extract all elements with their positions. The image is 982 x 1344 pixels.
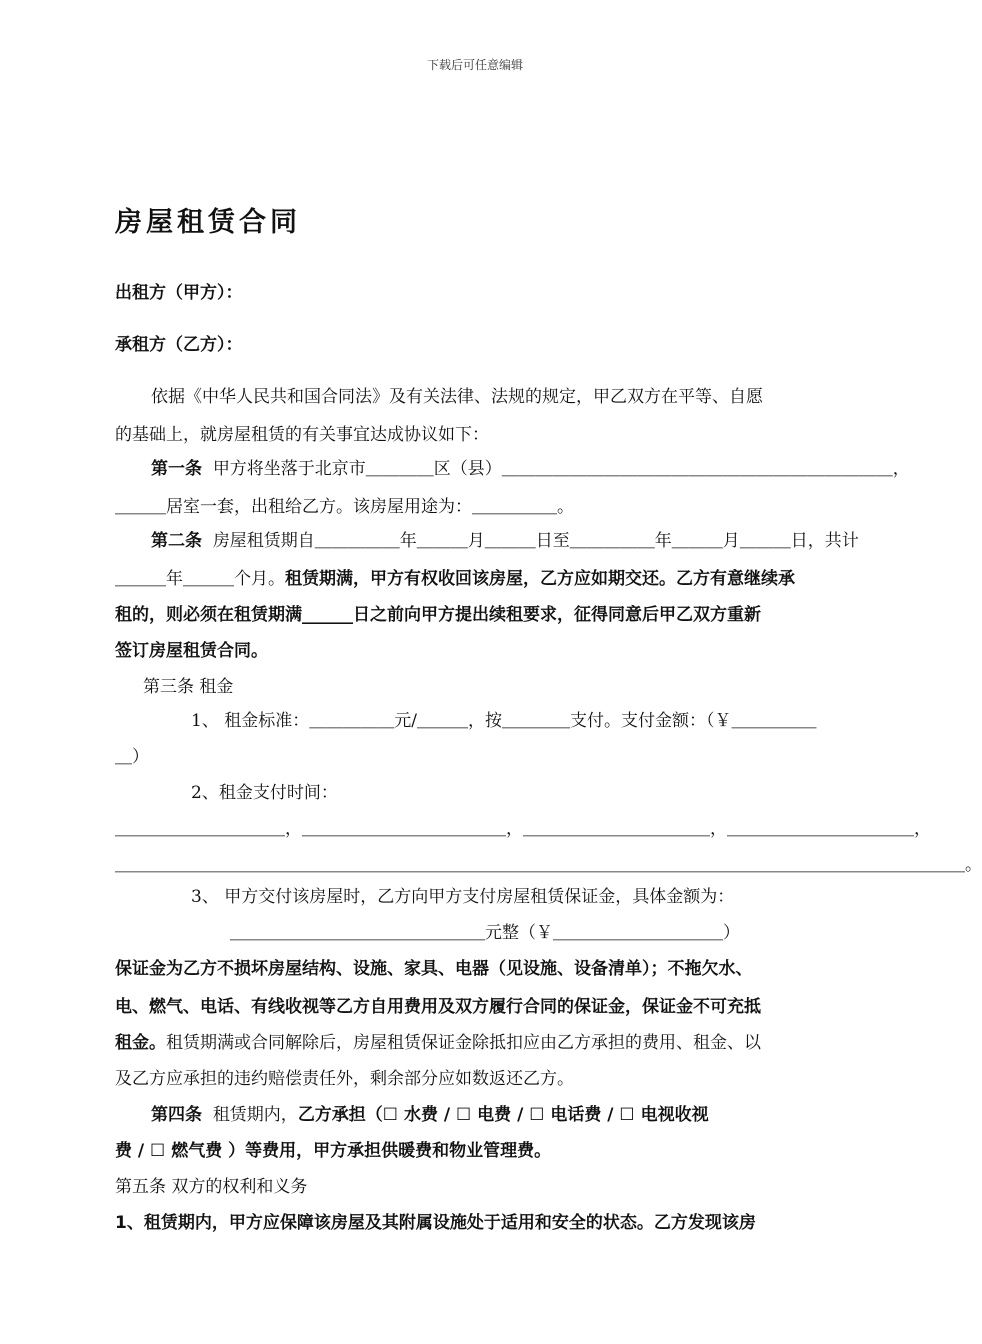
article-4-line-1 — [115, 1104, 843, 1126]
article-3-item-1: 1、 租金标准：＿＿＿＿＿元/＿＿＿，按＿＿＿＿支付。支付金额：（￥＿＿＿＿＿ — [191, 711, 817, 731]
intro-line-1: 依据《中华人民共和国合同法》及有关法律、法规的规定，甲乙双方在平等、自愿 — [151, 387, 763, 407]
article-5-line-1: 1、租赁期内，甲方应保障该房屋及其附属设施处于适用和安全的状态。乙方发现该房 — [115, 1213, 756, 1233]
payment-dates-line-1: ＿＿＿＿＿＿＿＿＿＿，＿＿＿＿＿＿＿＿＿＿＿＿，＿＿＿＿＿＿＿＿＿＿＿，＿＿＿＿＿＿＿＿＿＿＿， — [115, 819, 931, 839]
lessee-label: 承租方（乙方）： — [115, 335, 243, 355]
deposit-clause-line-1: 保证金为乙方不损坏房屋结构、设施、家具、电器（见设施、设备清单）；不拖欠水、 — [115, 959, 753, 979]
deposit-clause-line-2: 电、燃气、电话、有线收视等乙方自用费用及双方履行合同的保证金，保证金不可充抵 — [115, 997, 761, 1017]
deposit-clause-line-3 — [115, 1032, 843, 1054]
article-3-item-1-cont: ＿） — [115, 747, 149, 767]
article-2-line-1 — [115, 530, 859, 552]
payment-dates-line-2: ＿＿＿＿＿＿＿＿＿＿＿＿＿＿＿＿＿＿＿＿＿＿＿＿＿＿＿＿＿＿＿＿＿＿＿＿＿＿＿＿＿＿＿＿＿＿＿＿＿＿。 — [115, 855, 982, 875]
article-2-bold-text: 租赁期满，甲方有权收回该房屋，乙方应如期交还。乙方有意继续承 — [285, 569, 795, 589]
article-4-line-2: 费 / ☐ 燃气费 ）等费用，甲方承担供暖费和物业管理费。 — [115, 1141, 552, 1161]
article-2-line-3: 租的，则必须在租赁期满______日之前向甲方提出续租要求，征得同意后甲乙双方重新 — [115, 605, 761, 625]
article-3-item-2: 2、租金支付时间： — [191, 783, 338, 803]
article-2-line-4: 签订房屋租赁合同。 — [115, 641, 268, 661]
article-3-heading: 第三条 租金 — [143, 677, 234, 697]
article-2-text: 房屋租赁期自＿＿＿＿＿年＿＿＿月＿＿＿日至＿＿＿＿＿年＿＿＿月＿＿＿日，共计 — [212, 531, 859, 551]
article-4-bold-text: 乙方承担（☐ 水费 / ☐ 电费 / ☐ 电话费 / ☐ 电视收视 — [297, 1105, 709, 1125]
article-4-heading: 第四条 — [151, 1105, 202, 1125]
document-title: 房屋租赁合同 — [115, 207, 301, 238]
page-header: 下载后可任意编辑 — [426, 58, 523, 72]
article-1-heading: 第一条 — [151, 459, 202, 479]
deposit-clause-bold: 租金。 — [115, 1033, 166, 1053]
article-1-line-1 — [115, 458, 910, 480]
article-5-heading: 第五条 双方的权利和义务 — [115, 1177, 308, 1197]
article-1-text: 甲方将坐落于北京市＿＿＿＿区（县）＿＿＿＿＿＿＿＿＿＿＿＿＿＿＿＿＿＿＿＿＿＿＿， — [212, 459, 910, 479]
intro-line-2: 的基础上，就房屋租赁的有关事宜达成协议如下： — [115, 425, 489, 445]
article-3-item-3: 3、 甲方交付该房屋时，乙方向甲方支付房屋租赁保证金，具体金额为： — [191, 887, 735, 907]
lease-term-blanks: ＿＿＿年＿＿＿个月。 — [115, 569, 285, 589]
deposit-clause-line-4: 及乙方应承担的违约赔偿责任外，剩余部分应如数返还乙方。 — [115, 1069, 574, 1089]
deposit-clause-text: 租赁期满或合同解除后，房屋租赁保证金除抵扣应由乙方承担的费用、租金、以 — [166, 1033, 761, 1053]
article-1-line-2: ＿＿＿居室一套，出租给乙方。该房屋用途为：＿＿＿＿＿。 — [115, 497, 574, 517]
article-2-heading: 第二条 — [151, 531, 202, 551]
deposit-amount-line: ＿＿＿＿＿＿＿＿＿＿＿＿＿＿＿元整（￥＿＿＿＿＿＿＿＿＿＿） — [230, 923, 740, 943]
lessor-label: 出租方（甲方）： — [115, 283, 243, 303]
article-2-line-2 — [115, 568, 843, 590]
article-4-text: 租赁期内， — [212, 1105, 298, 1125]
